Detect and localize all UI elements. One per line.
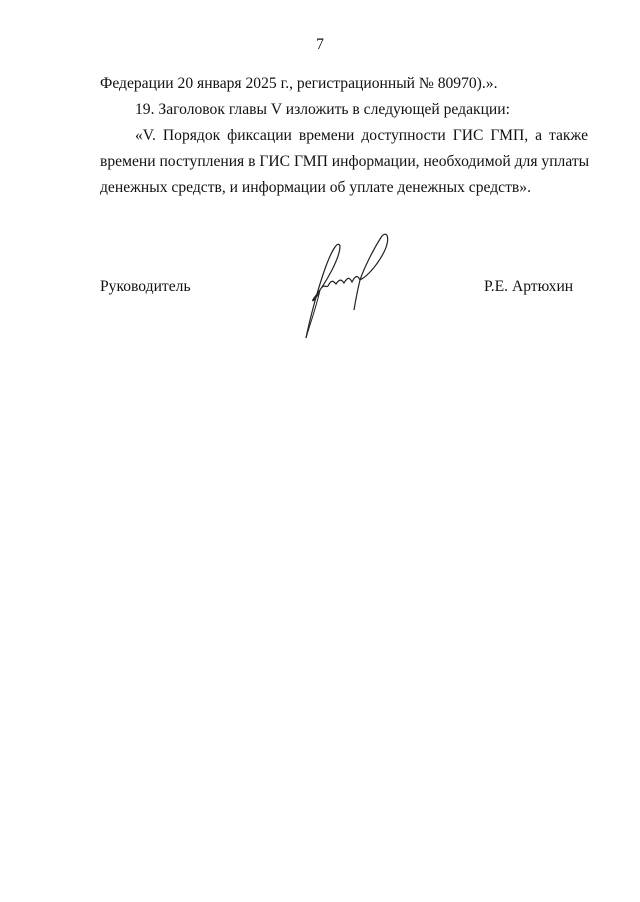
signatory-name: Р.Е. Артюхин [484, 278, 574, 295]
paragraph-line: Федерации 20 января 2025 г., регистрационный № 80970).». [100, 75, 498, 92]
paragraph-line: времени поступления в ГИС ГМП информации, необходимой для уплаты [100, 153, 590, 170]
paragraph-line: 19. Заголовок главы V изложить в следующей редакции: [135, 101, 510, 118]
page-number: 7 [316, 36, 324, 53]
handwritten-signature [296, 228, 406, 343]
paragraph-line: денежных средств, и информации об уплате денежных средств». [100, 179, 531, 196]
paragraph-line: «V. Порядок фиксации времени доступности ГИС ГМП, а также [135, 127, 588, 144]
signatory-position: Руководитель [100, 278, 191, 295]
